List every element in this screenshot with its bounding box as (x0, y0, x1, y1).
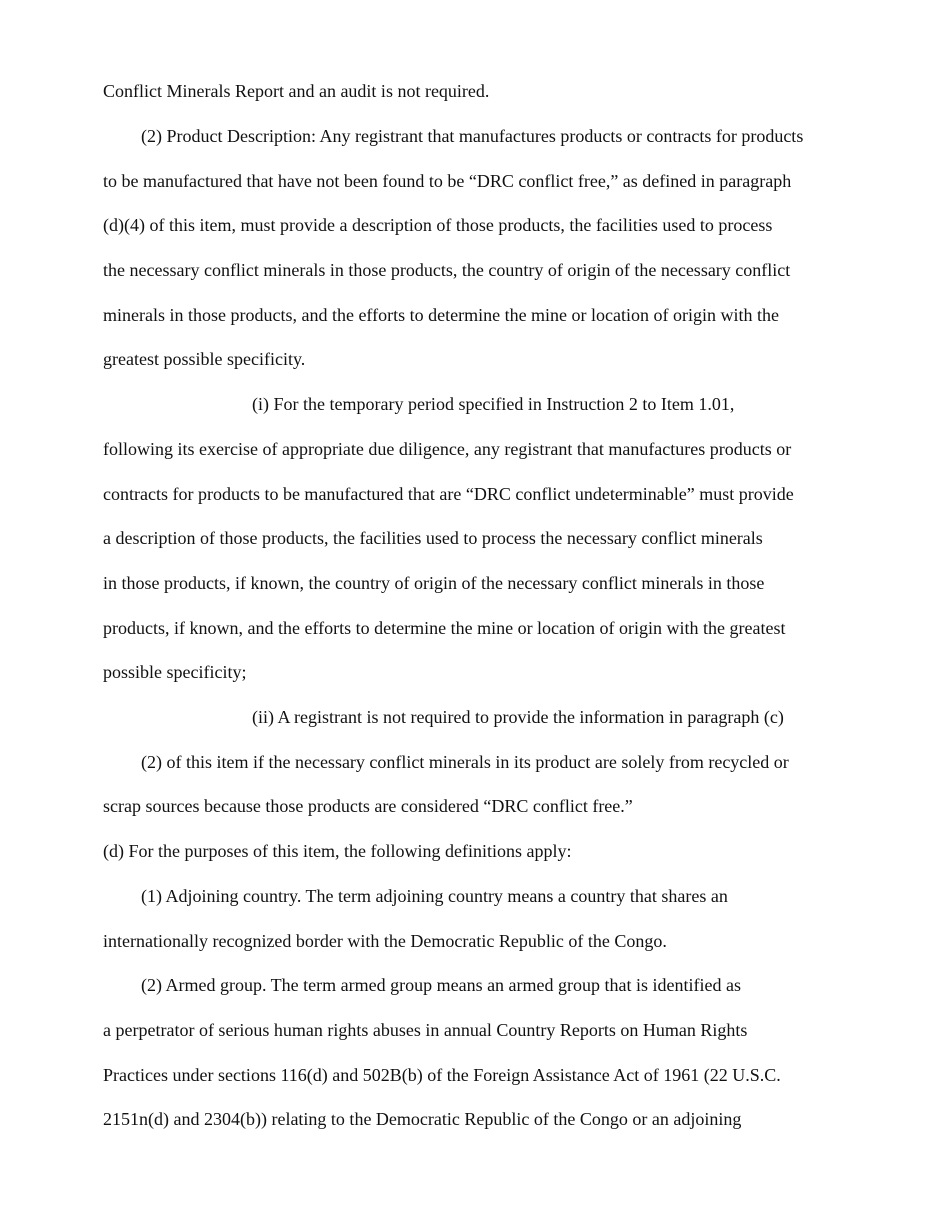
text-line: 2151n(d) and 2304(b)) relating to the Democratic Republic of the Congo or an adjoining (103, 1109, 742, 1129)
text-line: (d) For the purposes of this item, the following definitions apply: (103, 841, 572, 861)
text-line: following its exercise of appropriate due diligence, any registrant that manufactures products or (103, 439, 792, 459)
text-line: (i) For the temporary period specified in Instruction 2 to Item 1.01, (252, 394, 735, 414)
text-line: possible specificity; (103, 662, 247, 682)
text-line: (2) of this item if the necessary conflict minerals in its product are solely from recycled or (141, 752, 789, 772)
text-line: Conflict Minerals Report and an audit is not required. (103, 81, 490, 101)
text-line: (d)(4) of this item, must provide a description of those products, the facilities used to process (103, 215, 773, 235)
text-line: (2) Product Description: Any registrant that manufactures products or contracts for products (141, 126, 804, 146)
text-line: a perpetrator of serious human rights abuses in annual Country Reports on Human Rights (103, 1020, 748, 1040)
text-line: internationally recognized border with the Democratic Republic of the Congo. (103, 931, 667, 951)
text-line: to be manufactured that have not been found to be “DRC conflict free,” as defined in paragraph (103, 171, 792, 191)
text-line: products, if known, and the efforts to determine the mine or location of origin with the greatest (103, 618, 786, 638)
text-line: minerals in those products, and the efforts to determine the mine or location of origin with the (103, 305, 780, 325)
text-line: contracts for products to be manufactured that are “DRC conflict undeterminable” must provide (103, 484, 794, 504)
text-line: scrap sources because those products are considered “DRC conflict free.” (103, 796, 633, 816)
text-line: (1) Adjoining country. The term adjoining country means a country that shares an (141, 886, 728, 906)
text-line: (2) Armed group. The term armed group means an armed group that is identified as (141, 975, 741, 995)
text-line: the necessary conflict minerals in those products, the country of origin of the necessary conflict (103, 260, 791, 280)
text-line: (ii) A registrant is not required to provide the information in paragraph (c) (252, 707, 784, 727)
text-line: in those products, if known, the country of origin of the necessary conflict minerals in those (103, 573, 765, 593)
text-line: a description of those products, the facilities used to process the necessary conflict minerals (103, 528, 763, 548)
text-line: greatest possible specificity. (103, 349, 306, 369)
text-line: Practices under sections 116(d) and 502B(b) of the Foreign Assistance Act of 1961 (22 U.S.C. (103, 1065, 781, 1085)
